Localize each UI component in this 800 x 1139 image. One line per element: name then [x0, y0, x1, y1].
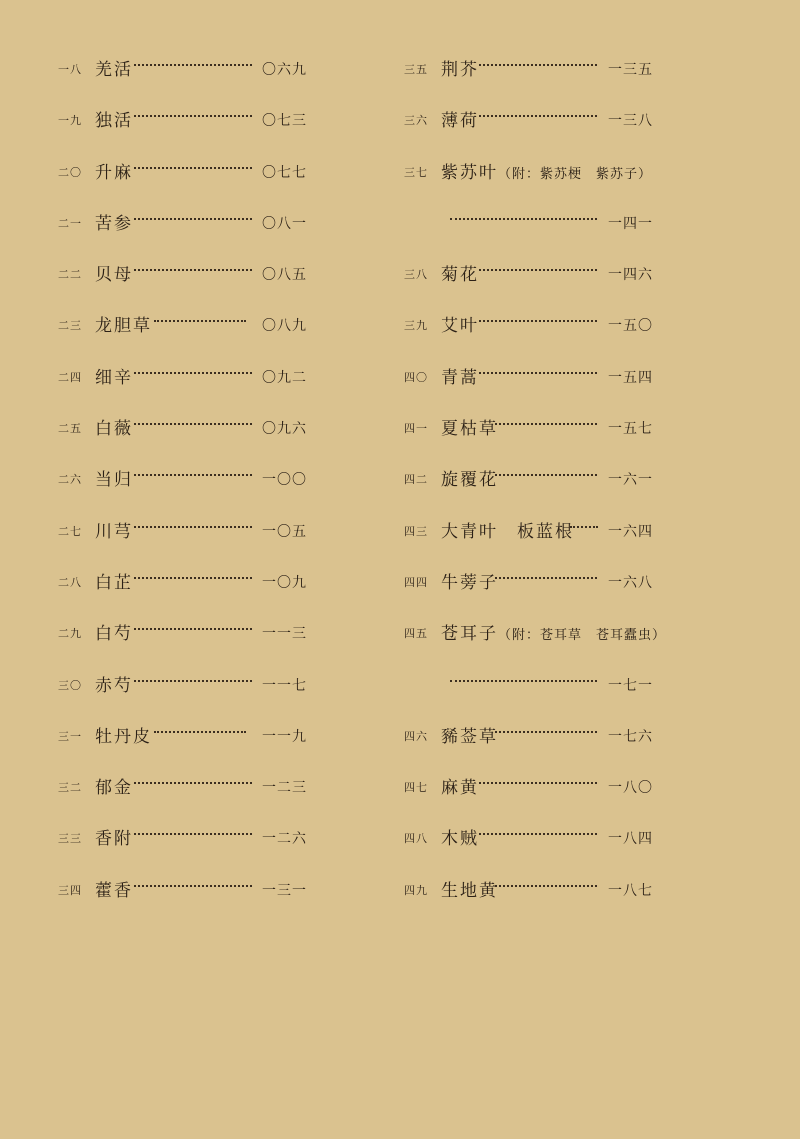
toc-entry[interactable]: [58, 555, 318, 606]
toc-entry[interactable]: [404, 811, 664, 862]
toc-entry[interactable]: [58, 298, 318, 349]
dot-leader: [479, 320, 597, 322]
toc-entry[interactable]: [404, 606, 667, 657]
entry-page: 一二三: [262, 780, 307, 797]
entry-number: 二一: [58, 216, 82, 230]
entry-number: 二九: [58, 627, 82, 641]
entry-number: 四一: [404, 422, 428, 436]
toc-entry[interactable]: [58, 452, 318, 503]
entry-page: 一一三: [262, 626, 307, 643]
entry-title: 青蒿: [441, 367, 479, 388]
entry-page: 一六四: [608, 523, 653, 540]
dot-leader: [134, 526, 252, 528]
entry-number: 三四: [58, 883, 82, 897]
entry-title: 白薇: [95, 419, 133, 440]
entry-page: 一五〇: [608, 318, 653, 335]
entry-page: 〇八一: [262, 215, 307, 232]
entry-title-main: 紫苏叶: [441, 162, 498, 183]
toc-entry[interactable]: [58, 709, 318, 760]
entry-number: 三〇: [58, 678, 82, 692]
entry-page: 〇八九: [262, 318, 307, 335]
entry-number: 三九: [404, 319, 428, 333]
entry-number: 三二: [58, 781, 82, 795]
dot-leader: [134, 885, 252, 887]
entry-title-appendix: （附：紫苏梗 紫苏子）: [498, 166, 653, 182]
entry-title: 羌活: [95, 60, 133, 80]
toc-entry[interactable]: [404, 42, 664, 93]
toc-entry[interactable]: [404, 247, 664, 298]
entry-page: 一六一: [608, 472, 653, 489]
dot-leader: [134, 115, 252, 117]
entry-number: 四三: [404, 524, 428, 538]
entry-page: 〇八五: [262, 267, 307, 284]
dot-leader: [495, 885, 597, 887]
toc-entry[interactable]: [58, 658, 318, 709]
toc-entry[interactable]: [404, 145, 664, 196]
entry-title: [441, 619, 666, 644]
dot-leader: [134, 167, 252, 169]
entry-title: 旋覆花: [441, 470, 498, 491]
entry-title: 牛蒡子: [441, 572, 498, 593]
toc-entry[interactable]: [404, 298, 664, 349]
entry-title: 豨莶草: [441, 726, 498, 747]
toc-entry[interactable]: [58, 760, 318, 811]
entry-page: 一八七: [608, 882, 653, 899]
entry-title: 龙胆草: [95, 316, 152, 337]
entry-number: 四九: [404, 883, 428, 897]
dot-leader: [134, 64, 252, 66]
toc-entry[interactable]: [58, 863, 318, 914]
entry-title: 当归: [95, 470, 133, 491]
entry-title: 升麻: [95, 162, 133, 183]
toc-entry[interactable]: [58, 93, 318, 144]
toc-entry[interactable]: [58, 42, 318, 93]
dot-leader: [134, 680, 252, 682]
toc-left-column: [58, 42, 318, 914]
entry-number: 三七: [404, 165, 428, 179]
entry-page: 一七一: [608, 677, 653, 694]
entry-page: 一四一: [608, 215, 653, 232]
entry-page: 〇九六: [262, 421, 307, 438]
entry-title: 夏枯草: [441, 419, 498, 440]
entry-title: 牡丹皮: [95, 726, 152, 747]
entry-title: 生地黄: [441, 880, 498, 901]
dot-leader: [134, 628, 252, 630]
dot-leader: [570, 526, 598, 528]
toc-entry[interactable]: [58, 196, 318, 247]
entry-page: 一三五: [608, 62, 653, 78]
entry-title: 白芷: [95, 572, 133, 593]
entry-number: 二〇: [58, 165, 82, 179]
toc-entry[interactable]: [404, 350, 664, 401]
entry-title: 菊花: [441, 265, 479, 286]
dot-leader: [479, 372, 597, 374]
entry-page: 〇六九: [262, 62, 307, 78]
dot-leader: [479, 64, 597, 66]
table-of-contents: [0, 42, 800, 1102]
entry-title: 赤芍: [95, 675, 133, 696]
toc-entry[interactable]: [404, 555, 664, 606]
entry-page: 一五七: [608, 421, 653, 438]
toc-entry[interactable]: [404, 401, 664, 452]
entry-number: 一八: [58, 63, 82, 76]
entry-page: 一八四: [608, 831, 653, 848]
toc-entry[interactable]: [404, 709, 664, 760]
dot-leader: [479, 833, 597, 835]
entry-page: 一三一: [262, 882, 307, 899]
entry-title: 麻黄: [441, 778, 479, 799]
entry-number: 二六: [58, 473, 82, 487]
dot-leader: [479, 782, 597, 784]
toc-entry[interactable]: [58, 504, 318, 555]
entry-number: 四二: [404, 473, 428, 487]
entry-page: 一三八: [608, 113, 653, 130]
toc-entry-continuation[interactable]: [404, 196, 664, 247]
entry-page: 一一七: [262, 677, 307, 694]
entry-title-main: 苍耳子: [441, 624, 498, 645]
entry-number: 四〇: [404, 370, 428, 384]
dot-leader: [134, 423, 252, 425]
entry-page: 一四六: [608, 267, 653, 284]
toc-entry[interactable]: [404, 504, 664, 555]
entry-number: 一九: [58, 114, 82, 128]
dot-leader: [134, 474, 252, 476]
entry-title: 独活: [95, 111, 133, 132]
entry-number: 四六: [404, 729, 428, 743]
toc-entry-continuation[interactable]: [404, 658, 664, 709]
entry-page: 一七六: [608, 728, 653, 745]
toc-entry[interactable]: [58, 350, 318, 401]
entry-number: 四四: [404, 575, 428, 589]
entry-number: 二三: [58, 319, 82, 333]
entry-page: 〇九二: [262, 369, 307, 386]
entry-number: 四七: [404, 781, 428, 795]
dot-leader: [134, 782, 252, 784]
toc-entry[interactable]: [58, 401, 318, 452]
entry-page: 一〇五: [262, 523, 307, 540]
dot-leader: [450, 218, 597, 220]
entry-title-appendix: （附：苍耳草 苍耳蠹虫）: [498, 628, 667, 644]
entry-number: 二七: [58, 524, 82, 538]
entry-page: 一五四: [608, 369, 653, 386]
dot-leader: [134, 218, 252, 220]
entry-page: 一二六: [262, 831, 307, 848]
toc-entry[interactable]: [58, 811, 318, 862]
toc-entry[interactable]: [404, 93, 664, 144]
entry-page: 一〇〇: [262, 472, 307, 489]
dot-leader: [450, 680, 597, 682]
toc-entry[interactable]: [404, 760, 664, 811]
entry-number: 三八: [404, 268, 428, 282]
entry-title: 郁金: [95, 778, 133, 799]
toc-entry[interactable]: [404, 863, 664, 914]
dot-leader: [479, 115, 597, 117]
entry-page: 〇七三: [262, 113, 307, 130]
entry-title: 艾叶: [441, 316, 479, 337]
toc-entry[interactable]: [404, 452, 664, 503]
dot-leader: [495, 731, 597, 733]
toc-right-column: [404, 42, 667, 914]
entry-page: 一八〇: [608, 780, 653, 797]
toc-entry[interactable]: [58, 606, 318, 657]
entry-number: 四五: [404, 627, 428, 641]
entry-title: 白芍: [95, 624, 133, 645]
entry-title: 苦参: [95, 213, 133, 234]
dot-leader: [134, 833, 252, 835]
dot-leader: [495, 474, 597, 476]
entry-page: 一一九: [262, 728, 307, 745]
dot-leader: [134, 577, 252, 579]
entry-number: 四八: [404, 832, 428, 846]
entry-title: 细辛: [95, 367, 133, 388]
entry-number: 三三: [58, 832, 82, 846]
entry-title: [441, 158, 652, 183]
entry-number: 二四: [58, 370, 82, 384]
entry-number: 二八: [58, 575, 82, 589]
dot-leader: [479, 269, 597, 271]
entry-page: 〇七七: [262, 164, 307, 181]
entry-page: 一六八: [608, 574, 653, 591]
entry-number: 二五: [58, 422, 82, 436]
entry-number: 三六: [404, 114, 428, 128]
entry-number: 三一: [58, 729, 82, 743]
entry-title: 贝母: [95, 265, 133, 286]
dot-leader: [154, 731, 246, 733]
entry-page: 一〇九: [262, 574, 307, 591]
dot-leader: [495, 577, 597, 579]
entry-title: 大青叶 板蓝根: [441, 521, 574, 542]
entry-title: 薄荷: [441, 111, 479, 132]
dot-leader: [495, 423, 597, 425]
entry-number: 二二: [58, 268, 82, 282]
entry-title: 荆芥: [441, 60, 479, 80]
dot-leader: [154, 320, 246, 322]
toc-entry[interactable]: [58, 247, 318, 298]
entry-title: 香附: [95, 829, 133, 850]
toc-entry[interactable]: [58, 145, 318, 196]
entry-title: 川芎: [95, 521, 133, 542]
dot-leader: [134, 269, 252, 271]
entry-title: 木贼: [441, 829, 479, 850]
dot-leader: [134, 372, 252, 374]
entry-title: 藿香: [95, 880, 133, 901]
entry-number: 三五: [404, 63, 428, 76]
